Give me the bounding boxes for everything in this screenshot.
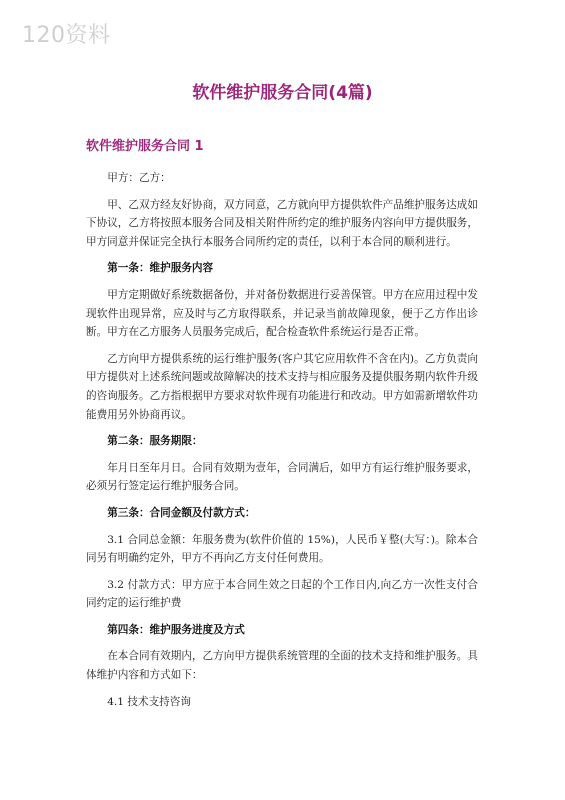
article-3-paragraph-1: 3.1 合同总金额：年服务费为(软件价值的 15%)，人民币￥整(大写：)。除本合同另有明确约定外，甲方不再向乙方支付任何费用。 bbox=[86, 533, 478, 565]
article-2-paragraph-1: 年月日至年月日。合同有效期为壹年，合同满后，如甲方有运行维护服务要求，必须另行签定运行维护服务合同。 bbox=[86, 461, 478, 493]
article-1-heading: 第一条：维护服务内容 bbox=[107, 262, 214, 275]
article-3-paragraph-2: 3.2 付款方式：甲方应于本合同生效之日起的个工作日内,向乙方一次性支付合同约定的运行维护费 bbox=[86, 578, 478, 610]
article-3-heading: 第三条：合同金额及付款方式： bbox=[107, 506, 256, 519]
parties-line: 甲方：乙方： bbox=[107, 172, 171, 184]
watermark: 120资料 bbox=[22, 23, 111, 48]
article-1-paragraph-1: 甲方定期做好系统数据备份，并对备份数据进行妥善保管。甲方在应用过程中发现软件出现异常，应及时与乙方取得联系，并记录当前故障现象，便于乙方作出诊断。甲方在乙方服务人员服务完成后，配合检查软件系统运行是否正常。 bbox=[86, 288, 478, 339]
intro-paragraph: 甲、乙双方经友好协商，双方同意，乙方就向甲方提供软件产品维护服务达成如下协议，乙方将按照本服务合同及相关附件所约定的维护服务内容向甲方提供服务，甲方同意并保证完全执行本服务合同所约定的责任，以利于本合同的顺利进行。 bbox=[86, 198, 478, 248]
article-2-heading: 第二条：服务期限： bbox=[107, 435, 203, 448]
contract-body bbox=[86, 169, 478, 719]
article-1-paragraph-2: 乙方向甲方提供系统的运行维护服务(客户其它应用软件不含在内)。乙方负责向甲方提供对上述系统问题或故障解决的技术支持与相应服务及提供服务期内软件升级的咨询服务。乙方指根据甲方要求对软件现有功能进行和改动。甲方如需新增软件功能费用另外协商再议。 bbox=[86, 352, 478, 421]
article-4-paragraph-1: 在本合同有效期内，乙方向甲方提供系统管理的全面的技术支持和维护服务。具体维护内容和方式如下： bbox=[86, 650, 478, 682]
article-4-heading: 第四条：维护服务进度及方式 bbox=[107, 623, 245, 636]
document-title: 软件维护服务合同(4篇) bbox=[192, 83, 373, 103]
article-4-paragraph-2: 4.1 技术支持咨询 bbox=[107, 695, 191, 708]
section-title: 软件维护服务合同 1 bbox=[86, 139, 204, 154]
